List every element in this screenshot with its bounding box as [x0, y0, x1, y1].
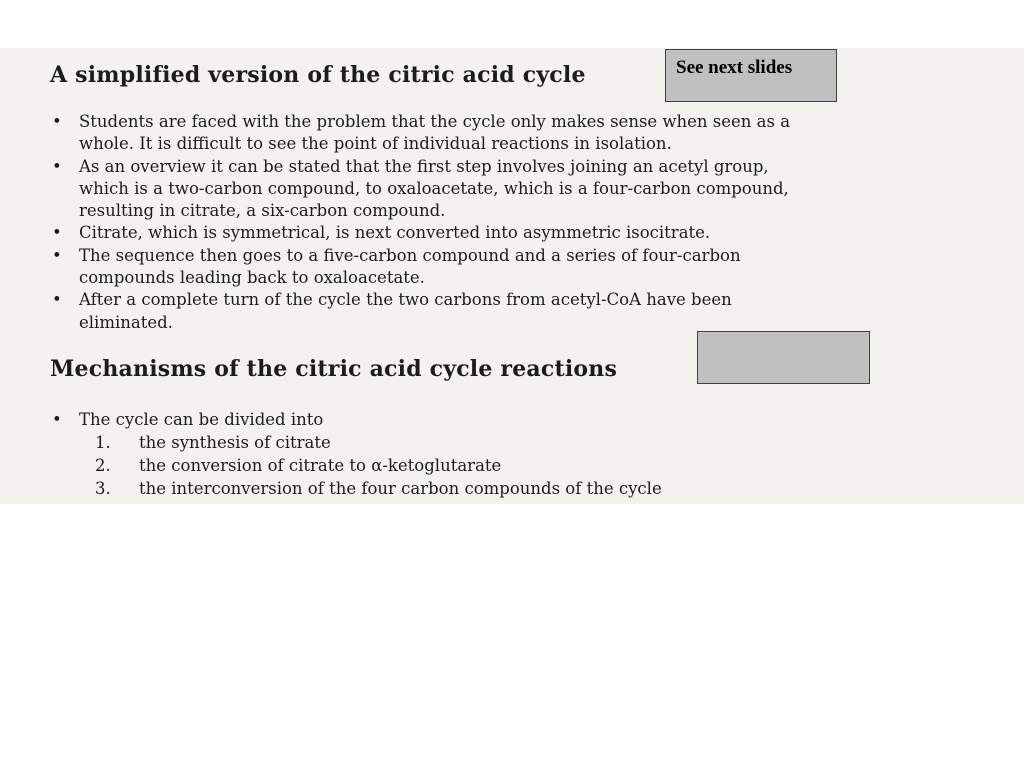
numbered-steps	[52, 431, 952, 500]
heading-mechanisms: Mechanisms of the citric acid cycle reactions	[50, 356, 618, 382]
bullet-line: whole. It is difficult to see the point of individual reactions in isolation.	[79, 134, 672, 154]
bullet-line: compounds leading back to oxaloacetate.	[79, 268, 425, 288]
step-number: 1.	[95, 433, 111, 452]
bullet-item	[52, 222, 982, 244]
bullet-line: After a complete turn of the cycle the two carbons from acetyl-CoA have been	[79, 290, 732, 310]
cycle-intro-text: The cycle can be divided into	[79, 410, 324, 429]
numbered-step	[52, 431, 952, 454]
bullet-item	[52, 111, 982, 156]
scanned-page	[0, 48, 1024, 504]
bullet-dot-icon: •	[52, 245, 62, 265]
see-next-slides-callout[interactable]	[665, 49, 837, 102]
cycle-division-list	[52, 408, 952, 500]
bullet-item	[52, 289, 982, 334]
bullet-line: Students are faced with the problem that the cycle only makes sense when seen as a	[79, 112, 791, 131]
bullet-item	[52, 408, 952, 431]
numbered-step	[52, 454, 952, 477]
step-text: the synthesis of citrate	[139, 433, 331, 452]
bullet-dot-icon: •	[52, 410, 62, 429]
bullet-line: which is a two-carbon compound, to oxaloacetate, which is a four-carbon compound,	[79, 178, 789, 198]
blank-callout-box	[697, 331, 870, 384]
heading-simplified-cycle: A simplified version of the citric acid cycle	[50, 62, 586, 88]
bullet-line: resulting in citrate, a six-carbon compound.	[79, 201, 446, 221]
bullet-line: eliminated.	[79, 312, 173, 332]
bullet-dot-icon: •	[52, 112, 62, 131]
bullet-item	[52, 245, 982, 290]
bullet-dot-icon: •	[52, 290, 62, 310]
bullet-item	[52, 156, 982, 223]
overview-bullet-list	[52, 111, 982, 334]
bullet-line: As an overview it can be stated that the first step involves joining an acetyl group,	[79, 156, 769, 176]
step-number: 2.	[95, 456, 111, 475]
bullet-dot-icon: •	[52, 223, 62, 243]
step-text: the conversion of citrate to α-ketoglutarate	[139, 456, 502, 475]
step-text: the interconversion of the four carbon compounds of the cycle	[139, 479, 662, 498]
step-number: 3.	[95, 479, 111, 498]
bullet-line: Citrate, which is symmetrical, is next converted into asymmetric isocitrate.	[79, 223, 711, 243]
numbered-step	[52, 477, 952, 500]
bullet-dot-icon: •	[52, 156, 62, 176]
callout-label: See next slides	[676, 57, 793, 78]
bullet-line: The sequence then goes to a five-carbon compound and a series of four-carbon	[79, 245, 741, 265]
